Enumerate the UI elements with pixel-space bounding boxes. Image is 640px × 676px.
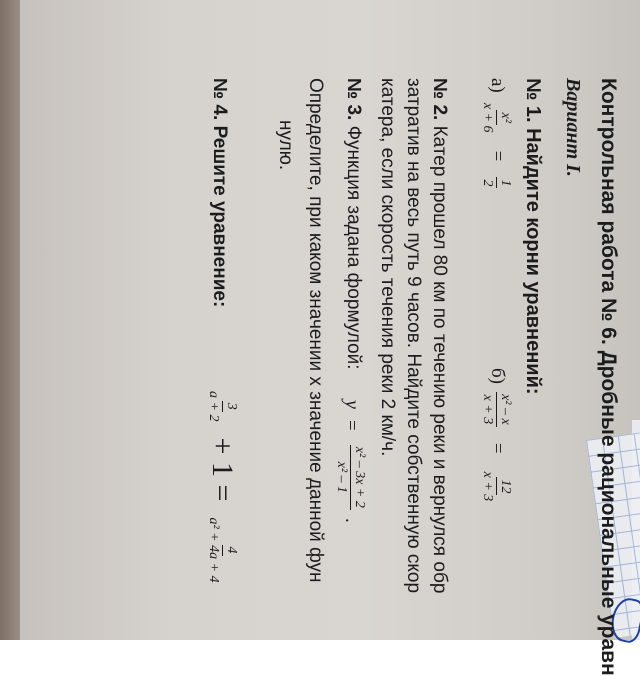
task3-denominator: x² – 1 [334, 461, 349, 494]
task1-b-right-fraction [479, 470, 514, 504]
worksheet-title: Контрольная работа № 6. Дробные рациональные уравн [597, 78, 620, 676]
task1-equation-a [479, 78, 514, 191]
task1-equation-b [479, 368, 514, 506]
task4-right-numerator: 4 [224, 546, 239, 554]
task1-number: № 1. [522, 78, 544, 123]
task2-line1 [428, 78, 450, 593]
task1-b-label: б) [487, 368, 508, 384]
task1-b-denominator: x + 3 [480, 394, 495, 425]
task1-b-equals: = [487, 442, 508, 454]
variant-label: Вариант I. [562, 78, 584, 177]
task3-equals: = [341, 419, 362, 431]
task4-plus-one: + 1 = [206, 437, 240, 502]
task4-number: № 4. [209, 78, 230, 121]
task1-title: Найдите корни уравнений: [522, 128, 544, 395]
task4-text: Решите уравнение: [209, 125, 230, 308]
task4-left-numerator: 3 [224, 402, 239, 410]
task1-b-fraction [479, 392, 514, 427]
task3-fraction [333, 445, 368, 510]
task1-a-denominator: x + 6 [480, 102, 495, 133]
task3-line1 [342, 78, 364, 370]
task4-fraction-right [205, 515, 240, 584]
task3-period: . [341, 517, 362, 523]
task3-line3: нулю. [275, 120, 296, 171]
task3-line2: Определите, при каком значении x значение данной фун [305, 78, 326, 583]
task3-text: Функция задана формулой: [343, 125, 364, 370]
task1-a-right-numerator: 1 [498, 179, 513, 187]
task1-a-numerator: x² [498, 112, 513, 123]
task3-formula [333, 400, 368, 523]
task4-left-denominator: a + 2 [206, 391, 221, 422]
task2-line2: затратив на весь путь 9 часов. Найдите собственную скор [403, 78, 424, 594]
task1-b-right-numerator: 12 [498, 479, 513, 494]
worksheet-content [15, 0, 630, 676]
task1-a-right-fraction [479, 177, 514, 188]
task1-a-right-denominator: 2 [480, 179, 495, 187]
task1-b-right-denominator: x + 3 [480, 471, 495, 502]
task3-number: № 3. [343, 78, 364, 121]
task1-a-fraction [479, 101, 514, 135]
task1-a-equals: = [487, 150, 508, 162]
task2-text-1: Катер прошел 80 км по течению реки и вернулся обр [429, 125, 450, 594]
task3-numerator: x² – 3x + 2 [352, 446, 367, 508]
task4-line [208, 78, 230, 307]
task4-right-denominator: a² + 4a + 4 [206, 517, 221, 583]
task4-equation [205, 386, 240, 588]
task1-b-numerator: x² – x [498, 394, 513, 425]
task1-a-label: а) [487, 78, 508, 93]
task2-number: № 2. [429, 78, 450, 121]
task2-line3: катера, если скорость течения реки 2 км/ч. [377, 78, 398, 457]
task3-y: y [341, 400, 363, 409]
task4-fraction-left [205, 389, 240, 423]
task1-heading [521, 78, 544, 395]
